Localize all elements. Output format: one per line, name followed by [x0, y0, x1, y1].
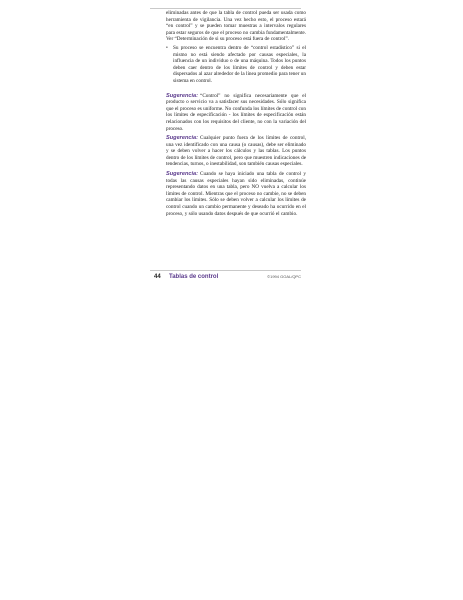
tip-label: Sugerencia:: [166, 135, 199, 142]
bullet-text: Su proceso se encuentra dentro de “control estadístico” si el mismo no está siendo afectado por causas especiales, la influencia de un individuo o de una máquina. Todos los puntos deben caer dentro de los límites de control y deben estar dispersados al azar alrededor de la línea promedio para tener un sistema en control.: [173, 44, 306, 84]
bullet-item: [166, 45, 306, 85]
tip-text: Cuando se haya iniciado una tabla de control y todas las causas especiales hayan sido eliminadas, continúe representando datos en una tabla, pero NO vuelva a calcular los límites de control. Mientras que el proceso no cambie, no se deben cambiar los límites. Sólo se deben volver a calcular los límites de control cuando un cambio permanente y deseado ha ocurrido en el proceso, y sólo usando datos después de que ocurrió el cambio.: [166, 171, 306, 217]
bullet-icon: •: [166, 44, 168, 51]
footer-divider: [150, 270, 301, 271]
section-title: Tablas de control: [169, 274, 219, 280]
tip-text: “Control” no significa necesariamente que el producto o servicio va a satisfacer sus necesidades. Sólo significa que el proceso es uniforme. No confunda los límites de control con los límites de especificación - los límites de especificación están relacionados con los requisitos del cliente, no con la variación del proceso.: [166, 92, 306, 132]
copyright-text: ©1994 GOAL/QPC: [267, 274, 301, 279]
tip-1: [166, 93, 306, 133]
paragraph: eliminadas antes de que la tabla de control pueda ser usada como herramienta de vigilancia. Una vez hecho esto, el proceso estará “en control” y se pueden tomar muestras a intervalos regulares para estar seguros de que el proceso no cambia fundamentalmente. Ver “Determinación de si su proceso está fuera de control”.: [166, 10, 306, 43]
page-number: 44: [154, 274, 161, 280]
tip-label: Sugerencia:: [166, 171, 199, 178]
page-footer: [150, 270, 301, 284]
tip-label: Sugerencia:: [166, 92, 199, 99]
tip-text: Cualquier punto fuera de los límites de control, una vez identificado con una causa (o causas), debe ser eliminado y se deben volver a hacer los cálculos y las tablas. Los puntos dentro de los límites de control, pero que muestren indicaciones de tendencias, turnos, o inestabilidad, son también causas especiales.: [166, 135, 306, 168]
tip-2: [166, 135, 306, 168]
body-column: [166, 10, 306, 220]
top-divider: [150, 8, 301, 9]
tip-3: [166, 171, 306, 217]
